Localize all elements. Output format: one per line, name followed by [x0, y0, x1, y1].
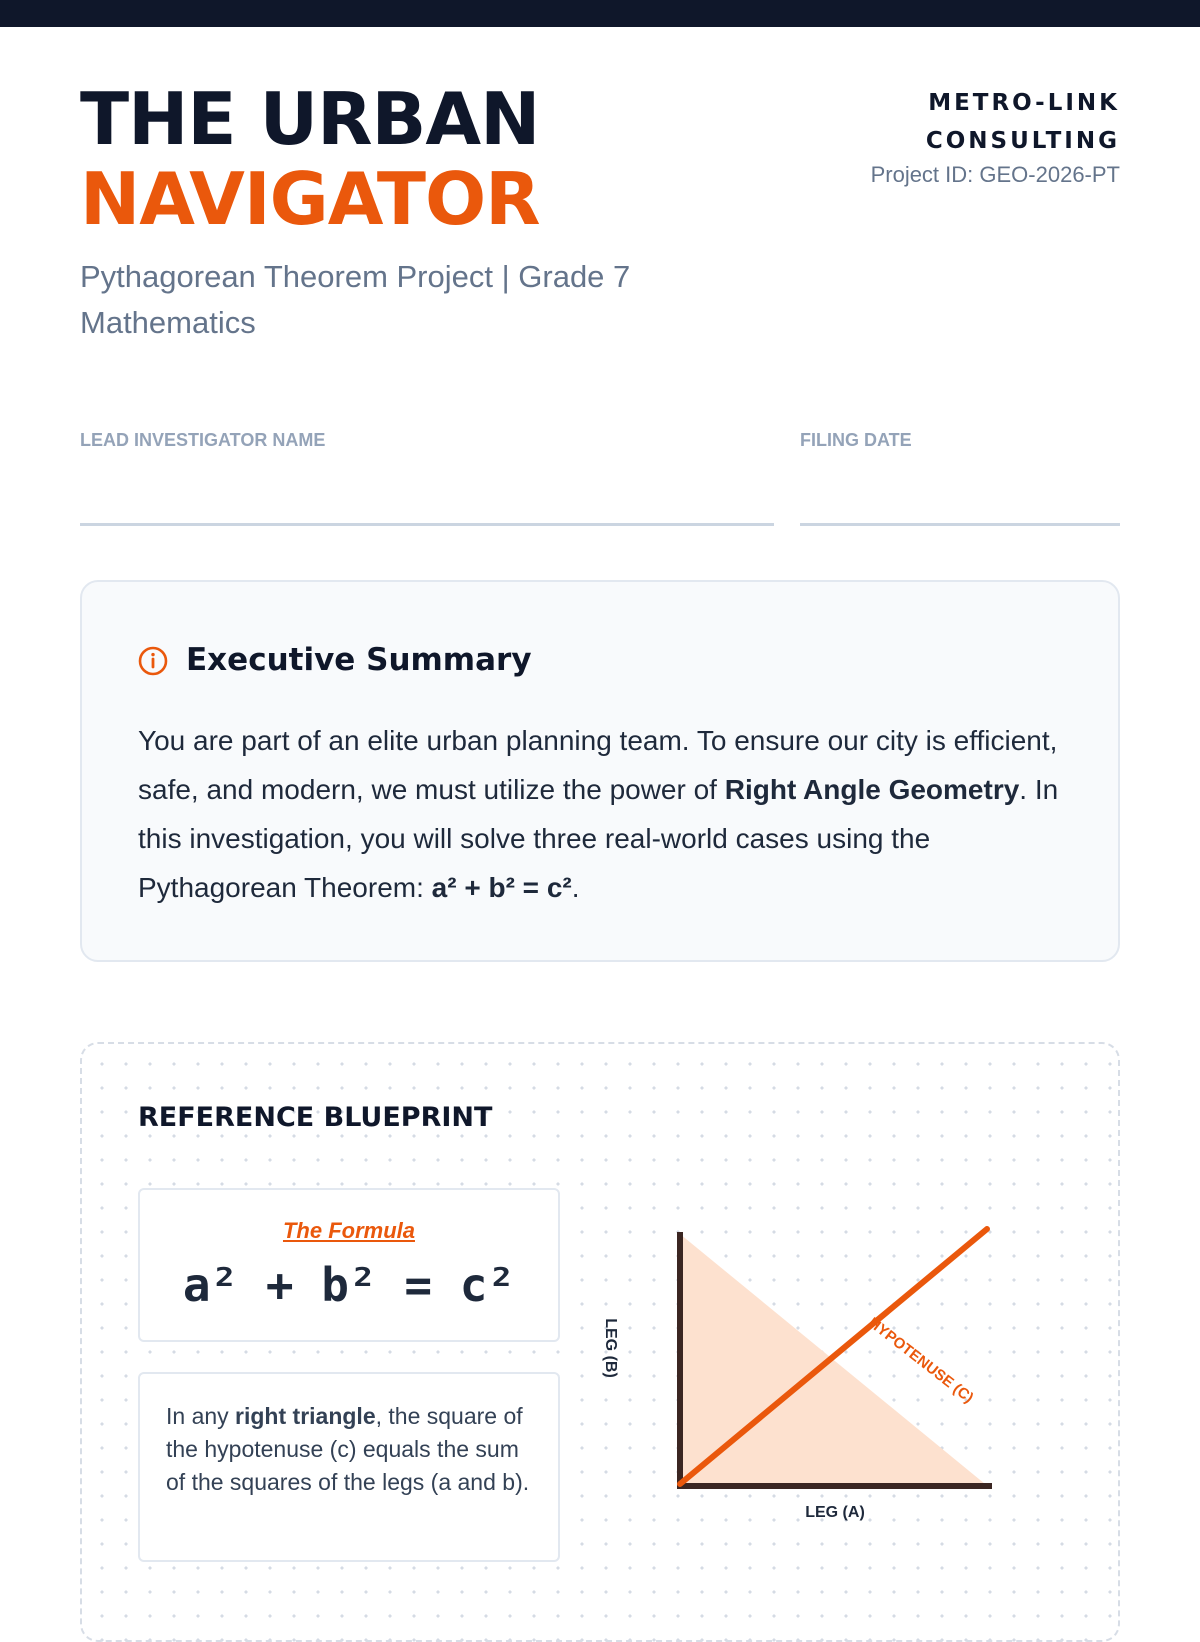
description-text — [166, 1400, 536, 1499]
name-field-line[interactable] — [80, 523, 774, 526]
company-line-2: CONSULTING — [925, 128, 1120, 154]
reference-blueprint — [80, 1042, 1120, 1642]
title-line-1: THE URBAN — [80, 77, 540, 161]
info-circle-icon — [138, 646, 168, 676]
executive-summary-card — [80, 580, 1120, 962]
formula-card — [138, 1188, 560, 1342]
company-name — [820, 84, 1120, 160]
date-field-label: FILING DATE — [800, 430, 912, 450]
summary-bold-right-angle: Right Angle Geometry — [724, 774, 1020, 805]
date-field-line[interactable] — [800, 523, 1120, 526]
name-field-label: LEAD INVESTIGATOR NAME — [80, 430, 326, 450]
top-bar — [0, 0, 1200, 27]
summary-title: Executive Summary — [186, 642, 532, 678]
blueprint-title: REFERENCE BLUEPRINT — [138, 1102, 493, 1133]
summary-text-part-2: . In this investigation, you will solve three real-world cases using the Pythagorean Theorem: — [138, 774, 1059, 903]
hypotenuse-label: HYPOTENUSE (C) — [864, 1314, 977, 1407]
summary-text-part-1: You are part of an elite urban planning team. To ensure our city is efficient, safe, and modern, we must utilize the power of — [138, 725, 1058, 805]
summary-text — [138, 716, 1068, 912]
right-triangle-diagram — [600, 1224, 1100, 1554]
leg-a-label: LEG (A) — [805, 1504, 865, 1521]
formula: a² + b² = c² — [182, 1258, 516, 1312]
description-bold: right triangle — [235, 1403, 376, 1429]
project-id: Project ID: GEO-2026-PT — [870, 162, 1120, 187]
description-part-2: , the square of the hypotenuse (c) equals the sum of the squares of the legs (a and b). — [166, 1403, 530, 1495]
title-line-2: NAVIGATOR — [80, 157, 540, 241]
summary-text-part-3: . — [571, 872, 580, 903]
summary-bold-formula: a² + b² = c² — [431, 872, 572, 903]
description-card — [138, 1372, 560, 1562]
formula-label: The Formula — [282, 1218, 415, 1243]
leg-b-label: LEG (B) — [602, 1318, 619, 1378]
subtitle: Pythagorean Theorem Project | Grade 7 Mathematics — [80, 259, 631, 340]
description-part-1: In any — [166, 1403, 236, 1429]
company-line-1: METRO-LINK — [928, 90, 1120, 116]
